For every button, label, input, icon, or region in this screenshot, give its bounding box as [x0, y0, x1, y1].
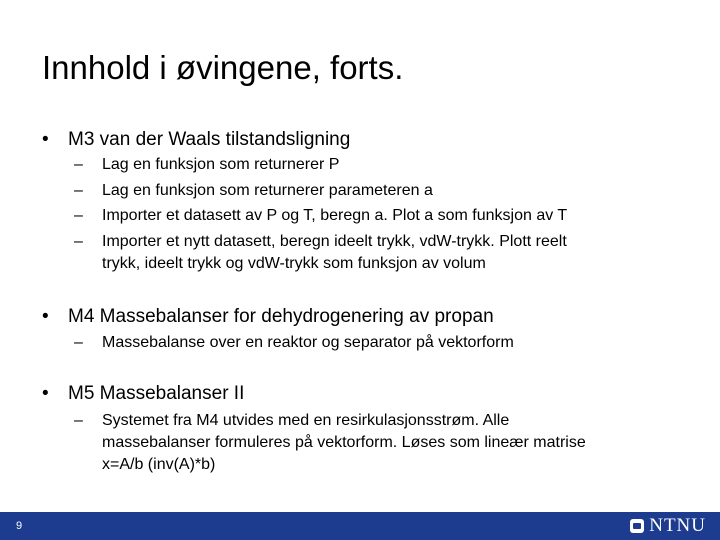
- bullet-icon: •: [42, 306, 49, 327]
- bullet-icon: •: [42, 383, 49, 404]
- dash-icon: –: [74, 233, 83, 250]
- ntnu-logo-icon: [630, 519, 644, 533]
- dash-icon: –: [74, 412, 83, 429]
- bullet-m4: [42, 305, 494, 329]
- bullet-heading: M4 Massebalanser for dehydrogenering av propan: [68, 306, 494, 327]
- bullet-heading: M3 van der Waals tilstandsligning: [68, 129, 351, 150]
- dash-icon: –: [74, 182, 83, 199]
- sub-item: – Importer et datasett av P og T, beregn a. Plot a som funksjon av T: [74, 207, 568, 224]
- page-number: 9: [16, 520, 23, 532]
- ntnu-logo: [630, 516, 706, 536]
- sub-item: – Importer et nytt datasett, beregn ideelt trykk, vdW-trykk. Plott reelt trykk, ideelt trykk og vdW-trykk som funksjon av volum: [74, 233, 567, 272]
- sub-item: – Systemet fra M4 utvides med en resirkulasjonsstrøm. Alle massebalanser formuleres på vektorform. Løses som lineær matrise x=A/b (inv(A)*b): [74, 412, 586, 473]
- bullet-m3: [42, 128, 350, 152]
- bullet-heading: M5 Massebalanser II: [68, 383, 245, 404]
- sub-item: – Massebalanse over en reaktor og separator på vektorform: [74, 334, 514, 351]
- slide-title: Innhold i øvingene, forts.: [42, 49, 404, 86]
- dash-icon: –: [74, 207, 83, 224]
- dash-icon: –: [74, 156, 83, 173]
- bullet-m5: [42, 382, 244, 406]
- footer-bar: [0, 512, 720, 540]
- sub-item: – Lag en funksjon som returnerer P: [74, 156, 340, 173]
- logo-text: NTNU: [649, 515, 706, 536]
- dash-icon: –: [74, 334, 83, 351]
- bullet-icon: •: [42, 129, 49, 150]
- sub-item: – Lag en funksjon som returnerer parameteren a: [74, 182, 433, 199]
